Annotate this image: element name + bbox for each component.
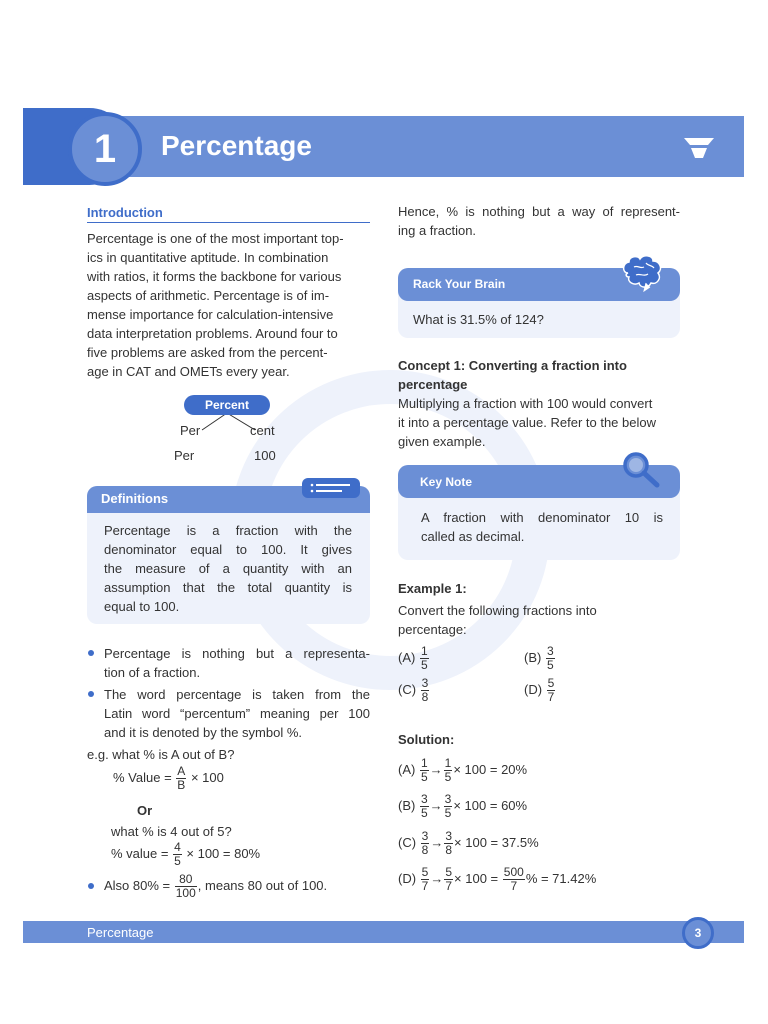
intro-line: with ratios, it forms the backbone for various bbox=[87, 269, 342, 284]
tree-right2: 100 bbox=[254, 448, 276, 463]
fraction: $\frac{4}{5}$ bbox=[174, 840, 181, 868]
fraction: $\frac{80}{100}$ bbox=[175, 872, 196, 900]
example-option: (C) $\frac{3}{8}$ bbox=[398, 676, 429, 704]
page-number: 3 bbox=[682, 917, 714, 949]
intro-line: data interpretation problems. Around four to bbox=[87, 326, 338, 341]
fraction: $\frac{3}{5}$ bbox=[420, 792, 428, 820]
fraction: $\frac{3}{8}$ bbox=[445, 829, 453, 857]
intro-line: Percentage is one of the most important top- bbox=[87, 231, 344, 246]
intro-line: mense importance for calculation-intensive bbox=[87, 307, 334, 322]
fraction: $\frac{5}{7}$ bbox=[445, 865, 453, 893]
example-option: (B) $\frac{3}{5}$ bbox=[524, 644, 554, 672]
brain-icon bbox=[620, 253, 666, 293]
solution-row: (A) $\frac{1}{5}$ → $\frac{1}{5}$ × 100 = 20% bbox=[398, 756, 528, 784]
bullet-icon bbox=[88, 691, 94, 697]
tree-left1: Per bbox=[180, 423, 201, 438]
example-option: (D) $\frac{5}{7}$ bbox=[524, 676, 555, 704]
intro-line: aspects of arithmetic. Percentage is of im- bbox=[87, 288, 330, 303]
list-icon bbox=[302, 478, 360, 498]
intro-line: ics in quantitative aptitude. In combination bbox=[87, 250, 329, 265]
solution-row: (C) $\frac{3}{8}$ → $\frac{3}{8}$ × 100 = 37.5% bbox=[398, 829, 539, 857]
or-label: Or bbox=[137, 803, 153, 818]
bullet-icon bbox=[88, 650, 94, 656]
definitions-text bbox=[104, 521, 352, 616]
logo-icon bbox=[683, 136, 715, 160]
definition-line: assumption that the total quantity is bbox=[104, 580, 352, 595]
chapter-title: Percentage bbox=[161, 130, 312, 161]
solution-row: (B) $\frac{3}{5}$ → $\frac{3}{5}$ × 100 = 60% bbox=[398, 792, 528, 820]
fraction: $\frac{3}{8}$ bbox=[421, 829, 429, 857]
definition-line: Percentage is a fraction with the bbox=[104, 523, 352, 538]
definition-line: equal to 100. bbox=[104, 599, 180, 614]
solution-heading: Solution: bbox=[398, 732, 455, 747]
fraction: $\frac{1}{5}$ bbox=[420, 756, 428, 784]
key-note-text: A fraction with denominator 10 is called as decimal. bbox=[421, 510, 663, 544]
fraction: $\frac{3}{5}$ bbox=[444, 792, 452, 820]
fraction: $\frac{5}{7}$ bbox=[421, 865, 429, 893]
second-question: what % is 4 out of 5? bbox=[111, 824, 232, 839]
intro-line: age in CAT and OMETs every year. bbox=[87, 364, 290, 379]
intro-paragraph bbox=[87, 229, 370, 381]
tree-root: Percent bbox=[184, 395, 270, 415]
fraction: $\frac{500}{7}$ bbox=[503, 865, 524, 893]
intro-rule bbox=[87, 222, 370, 223]
concept-text: Multiplying a fraction with 100 would convert it into a percentage value. Refer to the below given example. bbox=[398, 396, 656, 449]
chapter-number: 1 bbox=[68, 112, 142, 186]
hence-text: Hence, % is nothing but a way of represent- ing a fraction. bbox=[398, 204, 680, 238]
key-note-heading: Key Note bbox=[420, 475, 473, 489]
percent-value-example: % value = $\frac{4}{5}$ × 100 = 80% bbox=[111, 840, 261, 868]
concept-heading: Concept 1: Converting a fraction into percentage bbox=[398, 358, 627, 392]
fraction: $\frac{1}{5}$ bbox=[444, 756, 452, 784]
intro-heading: Introduction bbox=[87, 205, 163, 220]
bullet-icon bbox=[88, 883, 94, 889]
intro-line: five problems are asked from the percent- bbox=[87, 345, 328, 360]
percent-value-formula: % Value = $\frac{A}{B}$ × 100 bbox=[113, 764, 224, 792]
tree-left2: Per bbox=[174, 448, 195, 463]
tree-right1: cent bbox=[250, 423, 275, 438]
solution-row: (D) $\frac{5}{7}$ → $\frac{5}{7}$ × 100 = $\frac{500}{7}$ % = 71.42% bbox=[398, 865, 597, 893]
magnifier-icon bbox=[621, 450, 661, 488]
fraction: $\frac{A}{B}$ bbox=[177, 764, 186, 792]
footer-label: Percentage bbox=[87, 925, 154, 940]
example-option: (A) $\frac{1}{5}$ bbox=[398, 644, 428, 672]
rack-your-brain-question: What is 31.5% of 124? bbox=[413, 312, 544, 327]
bullet-item: Percentage is nothing but a representa- tion of a fraction. bbox=[104, 646, 370, 680]
rack-your-brain-heading: Rack Your Brain bbox=[413, 277, 506, 291]
example-heading: Example 1: bbox=[398, 581, 467, 596]
fraction: $\frac{3}{8}$ bbox=[421, 676, 429, 704]
example-question: e.g. what % is A out of B? bbox=[87, 747, 235, 762]
bullet-item: Also 80% = $\frac{80}{100}$ , means 80 out of 100. bbox=[104, 872, 328, 900]
definition-line: denominator equal to 100. It gives bbox=[104, 542, 352, 557]
bullet-item: The word percentage is taken from the Latin word “percentum” meaning per 100 and it is denoted by the symbol %. bbox=[104, 687, 370, 740]
fraction: $\frac{5}{7}$ bbox=[547, 676, 555, 704]
definitions-heading: Definitions bbox=[101, 491, 169, 506]
example-text: Convert the following fractions into percentage: bbox=[398, 603, 597, 637]
definition-line: the measure of a quantity with an bbox=[104, 561, 352, 576]
fraction: $\frac{3}{5}$ bbox=[546, 644, 554, 672]
fraction: $\frac{1}{5}$ bbox=[420, 644, 428, 672]
